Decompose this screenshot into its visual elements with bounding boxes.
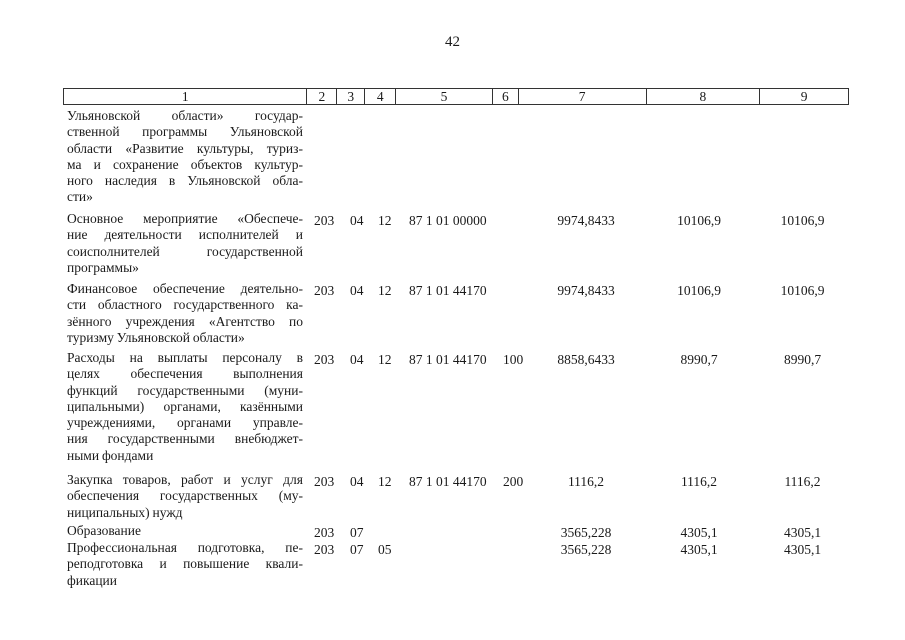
description-line: функций государственными (муни- (67, 382, 303, 398)
cell-c2: 203 (314, 542, 335, 557)
cell-c7: 9974,8433 (557, 283, 615, 298)
cell-c7: 1116,2 (567, 474, 605, 489)
table-header (63, 88, 849, 105)
cell-c6: 100 (503, 352, 524, 367)
description-line: Профессиональная подготовка, пе- (67, 540, 303, 555)
cell-c4: 12 (378, 352, 392, 367)
cell-c3: 07 (350, 542, 364, 557)
description-line: ма и сохранение объектов культур- (67, 156, 303, 172)
cell-c5: 87 1 01 00000 (409, 213, 487, 228)
row-description (67, 211, 303, 276)
header-col-9: 9 (800, 89, 808, 104)
description-line: сти» (67, 189, 93, 205)
cell-c4: 05 (378, 542, 392, 557)
description-line: Ульяновской области» государ- (67, 108, 303, 123)
description-line: туризму Ульяновской области» (67, 329, 245, 345)
row-description (67, 540, 303, 589)
description-line: целях обеспечения выполнения (67, 366, 303, 382)
row-description (67, 472, 303, 521)
row-description (67, 281, 303, 346)
cell-c8: 4305,1 (680, 525, 718, 540)
cell-c2: 203 (314, 213, 335, 228)
cell-c3: 04 (350, 352, 364, 367)
description-line: ственной программы Ульяновской (67, 124, 303, 140)
description-line: ными фондами (67, 447, 154, 463)
cell-c9: 8990,7 (783, 352, 822, 367)
description-line: реподготовка и повышение квали- (67, 556, 303, 572)
description-line: области «Развитие культуры, туриз- (67, 140, 303, 156)
cell-c8: 8990,7 (680, 352, 718, 367)
description-line: Основное мероприятие «Обеспече- (67, 211, 303, 226)
cell-c5: 87 1 01 44170 (409, 474, 487, 489)
description-line: соисполнителей государственной (67, 243, 303, 259)
header-col-5: 5 (396, 89, 493, 104)
header-col-6: 6 (493, 89, 519, 104)
cell-c5: 87 1 01 44170 (409, 283, 487, 298)
description-line: обеспечения государственных (му- (67, 488, 303, 504)
description-line: Финансовое обеспечение деятельно- (67, 281, 303, 296)
cell-c2: 203 (314, 283, 335, 298)
cell-c8: 1116,2 (680, 474, 718, 489)
description-line: Образование (67, 523, 141, 538)
header-col-3: 3 (337, 89, 365, 104)
cell-c3: 04 (350, 474, 364, 489)
description-line: ного наследия в Ульяновской обла- (67, 173, 303, 189)
description-line: фикации (67, 572, 117, 588)
cell-c3: 04 (350, 283, 364, 298)
cell-c9: 4305,1 (783, 525, 822, 540)
header-col-2: 2 (307, 89, 337, 104)
description-line: ние деятельности исполнителей и (67, 227, 303, 243)
cell-c2: 203 (314, 525, 335, 540)
cell-c7: 9974,8433 (557, 213, 615, 228)
cell-c4: 12 (378, 474, 392, 489)
cell-c3: 04 (350, 213, 364, 228)
cell-c9: 1116,2 (784, 474, 821, 489)
description-line: ниципальных) нужд (67, 504, 183, 520)
cell-c2: 203 (314, 352, 335, 367)
description-line: учреждениями, органами управле- (67, 415, 303, 431)
description-line: программы» (67, 259, 139, 275)
cell-c8: 10106,9 (677, 213, 721, 228)
description-line: ципальными) органами, казёнными (67, 398, 303, 414)
row-description (67, 350, 303, 464)
page-number: 42 (445, 34, 460, 50)
cell-c5: 87 1 01 44170 (409, 352, 487, 367)
cell-c3: 07 (350, 525, 364, 540)
cell-c7: 8858,6433 (557, 352, 615, 367)
cell-c8: 10106,9 (677, 283, 721, 298)
description-line: сти областного государственного ка- (67, 297, 303, 313)
description-line: Закупка товаров, работ и услуг для (67, 472, 303, 487)
cell-c9: 4305,1 (783, 542, 822, 557)
description-line: зённого учреждения «Агентство по (67, 313, 303, 329)
row-description (67, 108, 303, 206)
cell-c9: 10106,9 (780, 213, 825, 228)
cell-c2: 203 (314, 474, 335, 489)
cell-c8: 4305,1 (680, 542, 718, 557)
header-col-8: 8 (647, 89, 761, 104)
cell-c9: 10106,9 (780, 283, 825, 298)
description-line: Расходы на выплаты персоналу в (67, 350, 303, 365)
cell-c4: 12 (378, 283, 392, 298)
cell-c7: 3565,228 (560, 542, 612, 557)
description-line: ния государственными внебюджет- (67, 431, 303, 447)
header-col-7: 7 (519, 89, 647, 104)
header-col-1: 1 (64, 89, 307, 104)
row-description (67, 523, 303, 539)
cell-c6: 200 (503, 474, 524, 489)
cell-c7: 3565,228 (560, 525, 612, 540)
header-col-4: 4 (365, 89, 396, 104)
cell-c4: 12 (378, 213, 392, 228)
